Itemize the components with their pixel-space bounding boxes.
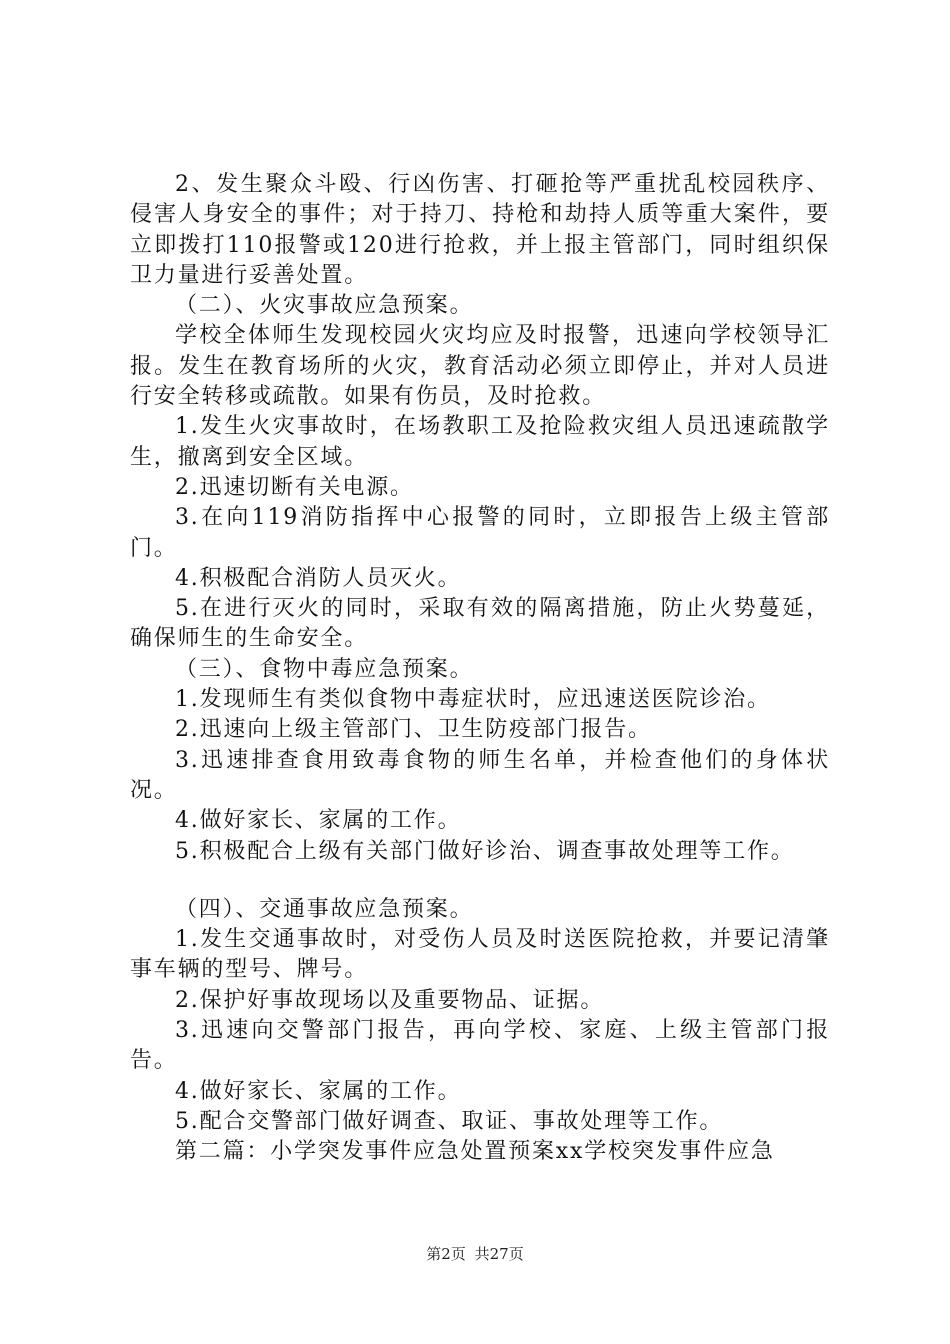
list-item: 1.发生火灾事故时，在场教职工及抢险救灾组人员迅速疏散学生，撤离到安全区域。 <box>130 414 830 470</box>
chapter-heading: 第二篇：小学突发事件应急处置预案xx学校突发事件应急 <box>175 1139 775 1165</box>
list-item: 3.在向119消防指挥中心报警的同时，立即报告上级主管部门。 <box>130 505 830 561</box>
list-item: 2.迅速向上级主管部门、卫生防疫部门报告。 <box>175 717 652 743</box>
paragraph: 2、发生聚众斗殴、行凶伤害、打砸抢等严重扰乱校园秩序、侵害人身安全的事件；对于持刀、持枪和劫持人质等重大案件，要立即拨打110报警或120进行抢救，并上报主管部门，同时组织保卫力量进行妥善处置。 <box>130 172 830 288</box>
page-number: 第2页 <box>426 1245 466 1263</box>
page-footer <box>0 1243 950 1264</box>
paragraph-spacer <box>130 867 830 895</box>
list-item: 2.保护好事故现场以及重要物品、证据。 <box>175 987 605 1013</box>
list-item: 4.积极配合消防人员灭火。 <box>175 565 462 591</box>
paragraph: 学校全体师生发现校园火灾均应及时报警，迅速向学校领导汇报。发生在教育场所的火灾，教育活动必须立即停止，并对人员进行安全转移或疏散。如果有伤员，及时抢救。 <box>130 323 830 410</box>
list-item: 2.迅速切断有关电源。 <box>175 474 414 500</box>
list-item: 5.在进行灭火的同时，采取有效的隔离措施，防止火势蔓延，确保师生的生命安全。 <box>130 596 830 652</box>
list-item: 3.迅速向交警部门报告，再向学校、家庭、上级主管部门报告。 <box>130 1018 830 1074</box>
section-heading: （二）、火灾事故应急预案。 <box>175 293 474 319</box>
page-total: 共27页 <box>474 1245 524 1263</box>
list-item: 3.迅速排查食用致毒食物的师生名单，并检查他们的身体状况。 <box>130 747 830 803</box>
section-heading: （三）、食物中毒应急预案。 <box>175 656 474 682</box>
document-body <box>130 170 830 1168</box>
list-item: 1.发生交通事故时，对受伤人员及时送医院抢救，并要记清肇事车辆的型号、牌号。 <box>130 927 830 983</box>
list-item: 4.做好家长、家属的工作。 <box>175 1078 462 1104</box>
list-item: 5.配合交警部门做好调查、取证、事故处理等工作。 <box>175 1108 724 1134</box>
section-heading: （四）、交通事故应急预案。 <box>175 896 474 922</box>
list-item: 4.做好家长、家属的工作。 <box>175 808 462 834</box>
list-item: 1.发现师生有类似食物中毒症状时，应迅速送医院诊治。 <box>175 687 771 713</box>
list-item: 5.积极配合上级有关部门做好诊治、调查事故处理等工作。 <box>175 838 795 864</box>
